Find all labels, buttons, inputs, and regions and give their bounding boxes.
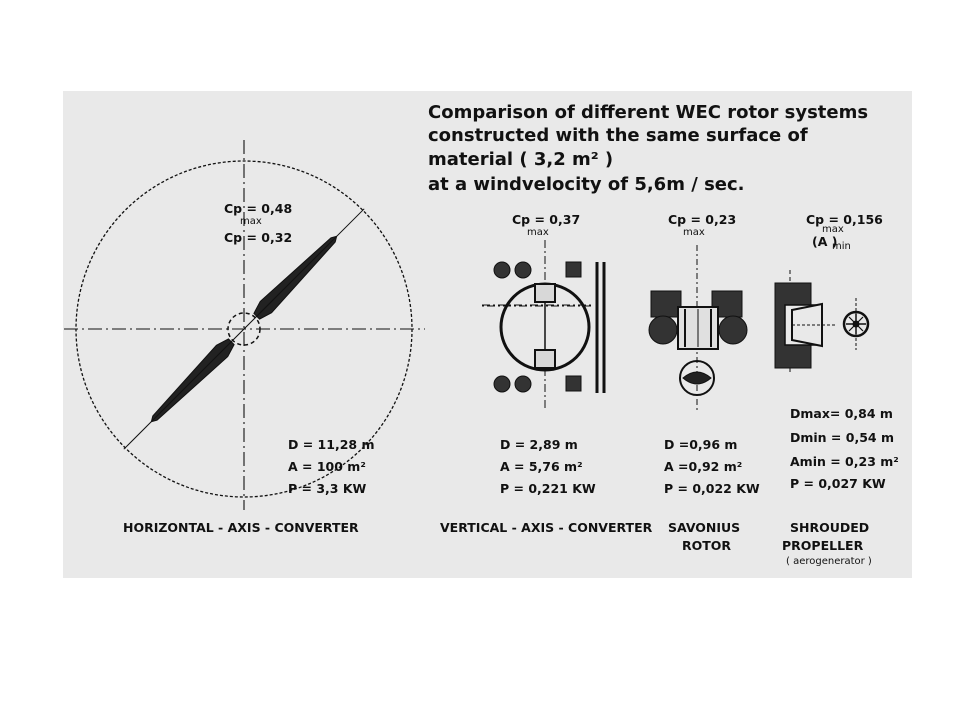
horizontal-cp: Cp = 0,32 xyxy=(224,230,293,245)
shrouded-dmax: Dmax= 0,84 m xyxy=(790,406,893,421)
vertical-label: VERTICAL - AXIS - CONVERTER xyxy=(440,520,653,535)
title-line-1: Comparison of different WEC rotor systems xyxy=(428,102,869,123)
shrouded-label-line-2: PROPELLER xyxy=(782,538,864,553)
horizontal-label: HORIZONTAL - AXIS - CONVERTER xyxy=(123,520,359,535)
savonius-cpmax-subscript: max xyxy=(683,227,705,238)
horizontal-rotor-drawing xyxy=(64,140,425,510)
horizontal-power: P = 3,3 KW xyxy=(288,481,367,496)
horizontal-diameter: D = 11,28 m xyxy=(288,437,375,452)
title-line-4: at a windvelocity of 5,6m / sec. xyxy=(428,174,745,195)
savonius-area: A =0,92 m² xyxy=(664,459,743,474)
savonius-label-line-2: ROTOR xyxy=(682,538,732,553)
title-line-2: constructed with the same surface of xyxy=(428,125,808,146)
shrouded-propeller-drawing xyxy=(775,270,868,375)
vertical-rotor-drawing xyxy=(482,240,604,408)
shrouded-label-line-3: ( aerogenerator ) xyxy=(786,556,872,567)
shrouded-power: P = 0,027 KW xyxy=(790,476,886,491)
savonius-rotor-drawing xyxy=(649,245,747,410)
shrouded-label-line-1: SHROUDED xyxy=(790,520,870,535)
vertical-cpmax-subscript: max xyxy=(527,227,549,238)
savonius-diameter: D =0,96 m xyxy=(664,437,738,452)
vertical-area: A = 5,76 m² xyxy=(500,459,583,474)
shrouded-amin-subscript: min xyxy=(832,241,851,252)
vertical-diameter: D = 2,89 m xyxy=(500,437,578,452)
savonius-power: P = 0,022 KW xyxy=(664,481,760,496)
shrouded-amin: Amin = 0,23 m² xyxy=(790,454,899,469)
shrouded-dmin: Dmin = 0,54 m xyxy=(790,430,894,445)
shrouded-cpmax-subscript: max xyxy=(822,224,844,235)
vertical-power: P = 0,221 KW xyxy=(500,481,596,496)
shrouded-cpmax: Cp = 0,156 xyxy=(806,212,883,227)
savonius-label-line-1: SAVONIUS xyxy=(668,520,741,535)
vertical-cpmax: Cp = 0,37 xyxy=(512,212,581,227)
title-line-3: material ( 3,2 m² ) xyxy=(428,149,614,170)
shrouded-amin-note: (A ) xyxy=(812,234,838,249)
horizontal-cpmax-subscript: max xyxy=(240,216,262,227)
savonius-cpmax: Cp = 0,23 xyxy=(668,212,737,227)
horizontal-cpmax: Cp = 0,48 xyxy=(224,201,293,216)
horizontal-area: A = 100 m² xyxy=(288,459,366,474)
